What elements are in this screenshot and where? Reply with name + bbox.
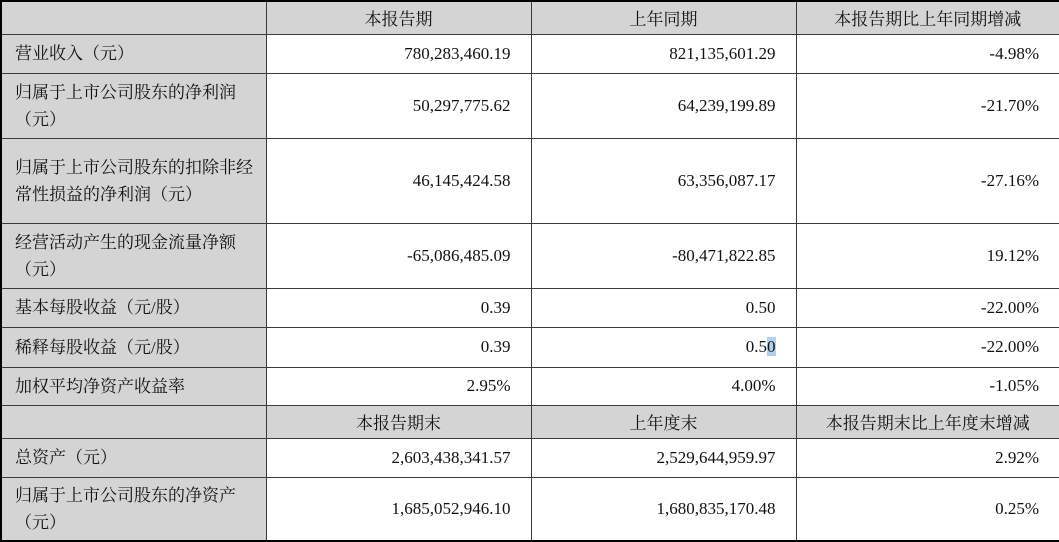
row-label: 经营活动产生的现金流量净额（元）: [1, 223, 266, 288]
value-change: -22.00%: [796, 288, 1059, 327]
value-prior-period: 0.50: [531, 288, 796, 327]
table-row: [1, 367, 1059, 405]
row-label: 营业收入（元）: [1, 34, 266, 73]
value-current-period-end: 2,603,438,341.57: [266, 438, 531, 477]
value-change: -1.05%: [796, 367, 1059, 405]
header-row-period: [1, 1, 1059, 34]
value-change: 19.12%: [796, 223, 1059, 288]
value-current-period: 0.39: [266, 288, 531, 327]
value-change: -4.98%: [796, 34, 1059, 73]
table-row: [1, 34, 1059, 73]
value-current-period: 780,283,460.19: [266, 34, 531, 73]
row-label: 归属于上市公司股东的净利润（元）: [1, 73, 266, 138]
value-change: -27.16%: [796, 138, 1059, 223]
row-label: 归属于上市公司股东的净资产（元）: [1, 477, 266, 541]
row-label: 总资产（元）: [1, 438, 266, 477]
header-row-period-end: [1, 405, 1059, 438]
value-current-period: -65,086,485.09: [266, 223, 531, 288]
prior-value-text: 0.5: [745, 337, 767, 356]
value-current-period: 50,297,775.62: [266, 73, 531, 138]
value-prior-period: 821,135,601.29: [531, 34, 796, 73]
table-row: [1, 223, 1059, 288]
table-row: [1, 288, 1059, 327]
value-change: 2.92%: [796, 438, 1059, 477]
value-prior-year-end: 2,529,644,959.97: [531, 438, 796, 477]
column-header-prior-period: 上年同期: [531, 1, 796, 34]
value-prior-period: 63,356,087.17: [531, 138, 796, 223]
value-prior-period: [531, 327, 796, 367]
table-row: [1, 477, 1059, 541]
table-row: [1, 438, 1059, 477]
row-label: 基本每股收益（元/股）: [1, 288, 266, 327]
row-label: 稀释每股收益（元/股）: [1, 327, 266, 367]
value-prior-year-end: 1,680,835,170.48: [531, 477, 796, 541]
column-header-current-period-end: 本报告期末: [266, 405, 531, 438]
selected-text: 0: [767, 337, 776, 356]
column-header-period-change: 本报告期比上年同期增减: [796, 1, 1059, 34]
value-change: -21.70%: [796, 73, 1059, 138]
column-header-period-end-change: 本报告期末比上年度末增减: [796, 405, 1059, 438]
value-prior-period: -80,471,822.85: [531, 223, 796, 288]
row-label: 归属于上市公司股东的扣除非经常性损益的净利润（元）: [1, 138, 266, 223]
table-row: [1, 138, 1059, 223]
value-current-period: 0.39: [266, 327, 531, 367]
corner-cell: [1, 1, 266, 34]
value-prior-period: 64,239,199.89: [531, 73, 796, 138]
corner-cell: [1, 405, 266, 438]
value-change: 0.25%: [796, 477, 1059, 541]
table-row: [1, 327, 1059, 367]
column-header-prior-year-end: 上年度末: [531, 405, 796, 438]
column-header-current-period: 本报告期: [266, 1, 531, 34]
row-label: 加权平均净资产收益率: [1, 367, 266, 405]
value-change: -22.00%: [796, 327, 1059, 367]
value-current-period: 2.95%: [266, 367, 531, 405]
value-current-period-end: 1,685,052,946.10: [266, 477, 531, 541]
value-current-period: 46,145,424.58: [266, 138, 531, 223]
value-prior-period: 4.00%: [531, 367, 796, 405]
table-row: [1, 73, 1059, 138]
